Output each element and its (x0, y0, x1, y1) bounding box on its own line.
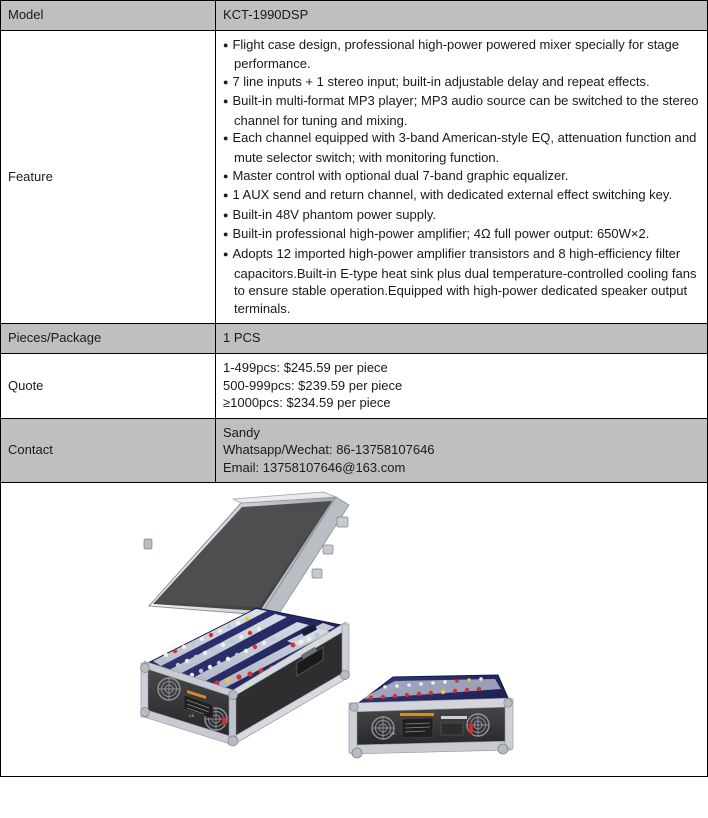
row-value-pieces-package: 1 PCS (216, 324, 708, 354)
quote-tier-line: ≥1000pcs: $234.59 per piece (223, 395, 391, 411)
svg-text:CE: CE (189, 713, 195, 719)
power-switch (222, 717, 226, 725)
table-row-contact (1, 418, 708, 483)
cooling-fan-grille-left (158, 678, 180, 700)
list-item: ● 1 AUX send and return channel, with dedicated external effect switching key. (223, 186, 700, 206)
second-unit-power-switch (469, 723, 473, 734)
product-photo-illustration (1, 483, 707, 765)
list-item: ● Adopts 12 imported high-power amplifier transistors and 8 high-efficiency filter capacitors.Built-in E-type heat sink plus dual temperature-controlled cooling fans to ensure stable operation.Equipped with high-power dedicated speaker output terminals. (223, 245, 700, 317)
row-value-feature (216, 30, 708, 324)
list-item: ● 7 line inputs + 1 stereo input; built-in adjustable delay and repeat effects. (223, 73, 700, 93)
spec-table-body (1, 1, 708, 777)
quote-tier-line: 1-499pcs: $245.59 per piece (223, 359, 388, 375)
contact-name: Sandy (223, 424, 260, 440)
row-label-quote: Quote (1, 353, 216, 418)
row-value-model: KCT-1990DSP (216, 1, 708, 31)
table-row-feature (1, 30, 708, 324)
row-label-contact: Contact (1, 418, 216, 483)
case-corner-ball (141, 664, 150, 673)
list-item: ● Each channel equipped with 3-band American-style EQ, attenuation function and mute selector switch; with monitoring function. (223, 129, 700, 166)
contact-whatsapp: Whatsapp/Wechat: 86-13758107646 (223, 442, 435, 458)
product-photo (1, 483, 707, 776)
list-item: ● Built-in professional high-power amplifier; 4Ω full power output: 650W×2. (223, 225, 700, 245)
row-label-feature: Feature (1, 30, 216, 324)
contact-email: Email: 13758107646@163.com (223, 459, 406, 475)
list-item: ● Built-in multi-format MP3 player; MP3 audio source can be switched to the stereo channel for tuning and mixing. (223, 92, 700, 129)
list-item: ● Built-in 48V phantom power supply. (223, 206, 700, 226)
row-label-model: Model (1, 1, 216, 31)
list-item: ● Flight case design, professional high-power powered mixer specially for stage performance. (223, 36, 700, 73)
table-row-model (1, 1, 708, 31)
svg-text:CE: CE (390, 731, 396, 737)
rubber-foot (352, 748, 362, 758)
product-photo-cell (1, 483, 708, 777)
lid-hinge-icon (337, 517, 348, 527)
speaker-output-terminal (441, 723, 463, 735)
list-item: ● Master control with optional dual 7-band graphic equalizer. (223, 167, 700, 187)
table-row-quote (1, 353, 708, 418)
table-row-product-photo (1, 483, 708, 777)
mixer-second-unit (349, 675, 513, 758)
row-value-quote (216, 353, 708, 418)
quote-tier-line: 500-999pcs: $239.59 per piece (223, 377, 403, 393)
row-label-pieces-package: Pieces/Package (1, 324, 216, 354)
feature-bullet-list (223, 36, 700, 318)
table-row-pieces-package (1, 324, 708, 354)
row-value-contact (216, 418, 708, 483)
